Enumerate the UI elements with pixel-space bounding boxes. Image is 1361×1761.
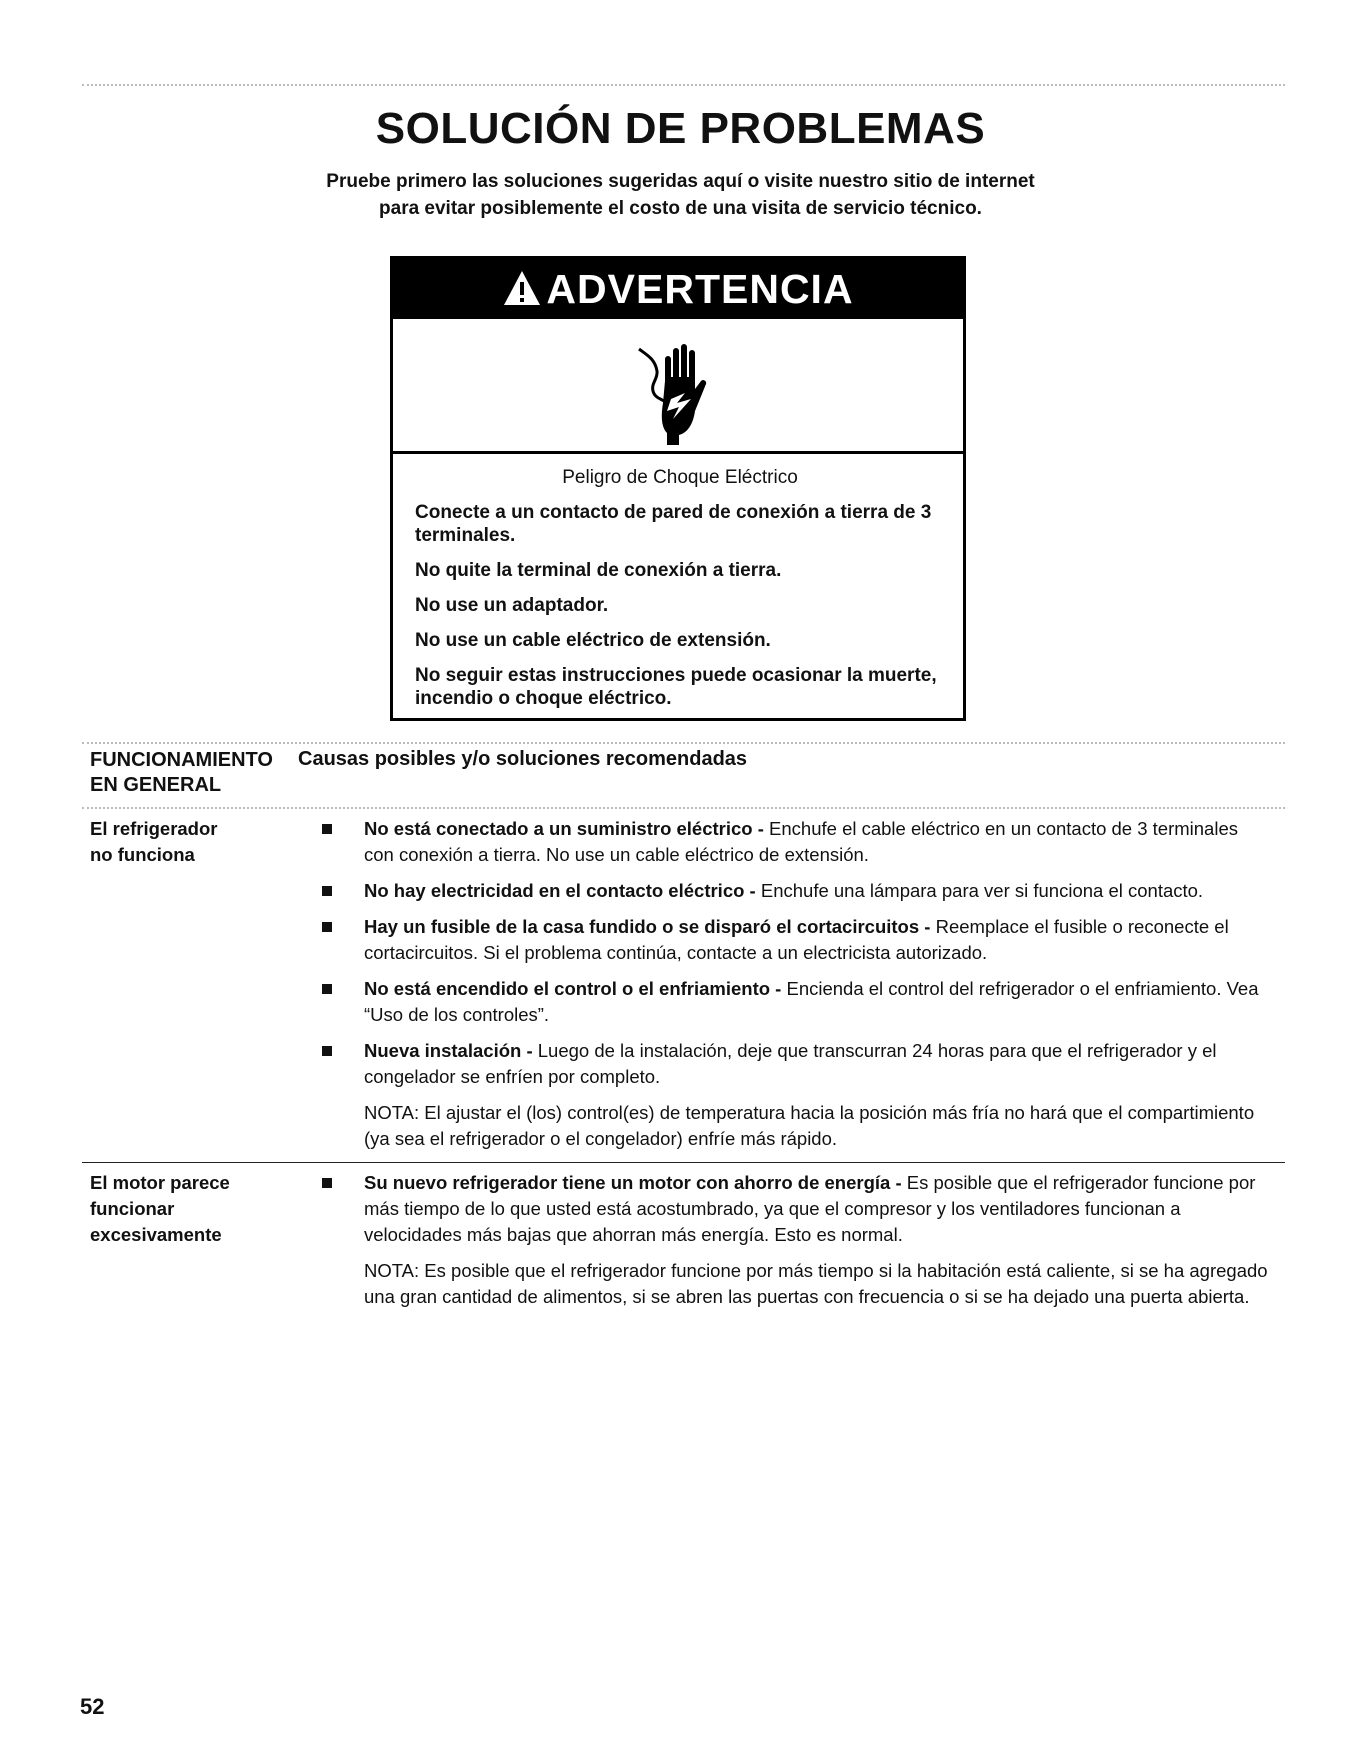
section-label [90,816,218,868]
section-label-line: no funciona [90,844,195,865]
item-solution: Luego de la instalación, deje que transcurran 24 horas para que el refrigerador y el congelador se enfríen por completo. [364,1040,1217,1087]
subtitle-line-1: Pruebe primero las soluciones sugeridas aquí o visite nuestro sitio de internet [326,171,1035,192]
warning-line: No quite la terminal de conexión a tierra. [415,560,782,581]
warning-line: No use un cable eléctrico de extensión. [415,630,771,651]
top-rule [82,84,1285,86]
warning-header [393,259,963,319]
list-item [322,1170,1272,1248]
warning-line: No use un adaptador. [415,595,609,616]
bullet-icon [322,984,332,994]
warning-box [390,256,966,721]
item-solution: Enchufe el cable eléctrico en un contacto de 3 terminales con conexión a tierra. No use un cable eléctrico de extensión. [364,818,1238,865]
section-label [90,1170,230,1248]
column-header-left-line2: EN GENERAL [90,774,222,796]
list-item [322,914,1272,966]
item-cause: Hay un fusible de la casa fundido o se disparó el cortacircuitos - [364,916,931,937]
item-cause: No está conectado a un suministro eléctrico - [364,818,764,839]
item-solution: Reemplace el fusible o reconecte el cortacircuitos. Si el problema continúa, contacte a un electricista autorizado. [364,916,1229,963]
section-label-line: El refrigerador [90,818,218,839]
page-title: SOLUCIÓN DE PROBLEMAS [375,104,986,153]
bullet-icon [322,1046,332,1056]
column-header-left [90,748,273,798]
subtitle-line-2: para evitar posiblemente el costo de una visita de servicio técnico. [379,198,982,219]
warning-text [415,466,945,722]
list-item [322,878,1272,904]
section-label-line: funcionar [90,1198,175,1219]
warning-header-text: ADVERTENCIA [546,266,854,312]
warning-line: No seguir estas instrucciones puede ocasionar la muerte, incendio o choque eléctrico. [415,665,937,709]
warning-triangle-icon [502,268,542,308]
page-number: 52 [80,1694,105,1719]
item-cause: No hay electricidad en el contacto eléctrico - [364,880,756,901]
warning-line: Conecte a un contacto de pared de conexión a tierra de 3 terminales. [415,502,932,546]
bullet-icon [322,886,332,896]
column-header-left-line1: FUNCIONAMIENTO [90,749,273,771]
item-solution: Encienda el control del refrigerador o el enfriamiento. Vea “Uso de los controles”. [364,978,1259,1025]
warning-separator [393,451,963,454]
column-header-right: Causas posibles y/o soluciones recomendadas [298,748,748,770]
section-list [322,1170,1272,1316]
item-solution: Es posible que el refrigerador funcione por más tiempo de lo que usted está acostumbrado, ya que el compresor y los ventiladores funcionan a velocidades más bajas que ahorran más energía. Esto es normal. [364,1172,1256,1245]
item-solution: Enchufe una lámpara para ver si funciona el contacto. [755,880,1204,901]
item-cause: No está encendido el control o el enfriamiento - [364,978,782,999]
bullet-icon [322,1178,332,1188]
section-list [322,816,1272,1158]
item-cause: Nueva instalación - [364,1040,533,1061]
section-note: NOTA: Es posible que el refrigerador funcione por más tiempo si la habitación está caliente, si se ha agregado una gran cantidad de alimentos, si se abren las puertas con frecuencia o si se ha dejado una puerta abierta. [364,1260,1268,1307]
page-subtitle [0,168,1361,222]
list-item [322,976,1272,1028]
section-label-line: excesivamente [90,1224,222,1245]
bullet-icon [322,922,332,932]
header-bottom-rule [82,807,1285,809]
list-item [322,816,1272,868]
section-note: NOTA: El ajustar el (los) control(es) de temperatura hacia la posición más fría no hará que el compartimiento (ya sea el refrigerador o el congelador) enfríe más rápido. [364,1102,1255,1149]
item-cause: Su nuevo refrigerador tiene un motor con ahorro de energía - [364,1172,902,1193]
hazard-title: Peligro de Choque Eléctrico [562,467,798,488]
bullet-icon [322,824,332,834]
list-item [322,1038,1272,1090]
section-label-line: El motor parece [90,1172,230,1193]
table-top-rule [82,742,1285,744]
section-divider [82,1162,1285,1163]
electric-shock-hand-icon [637,337,727,447]
